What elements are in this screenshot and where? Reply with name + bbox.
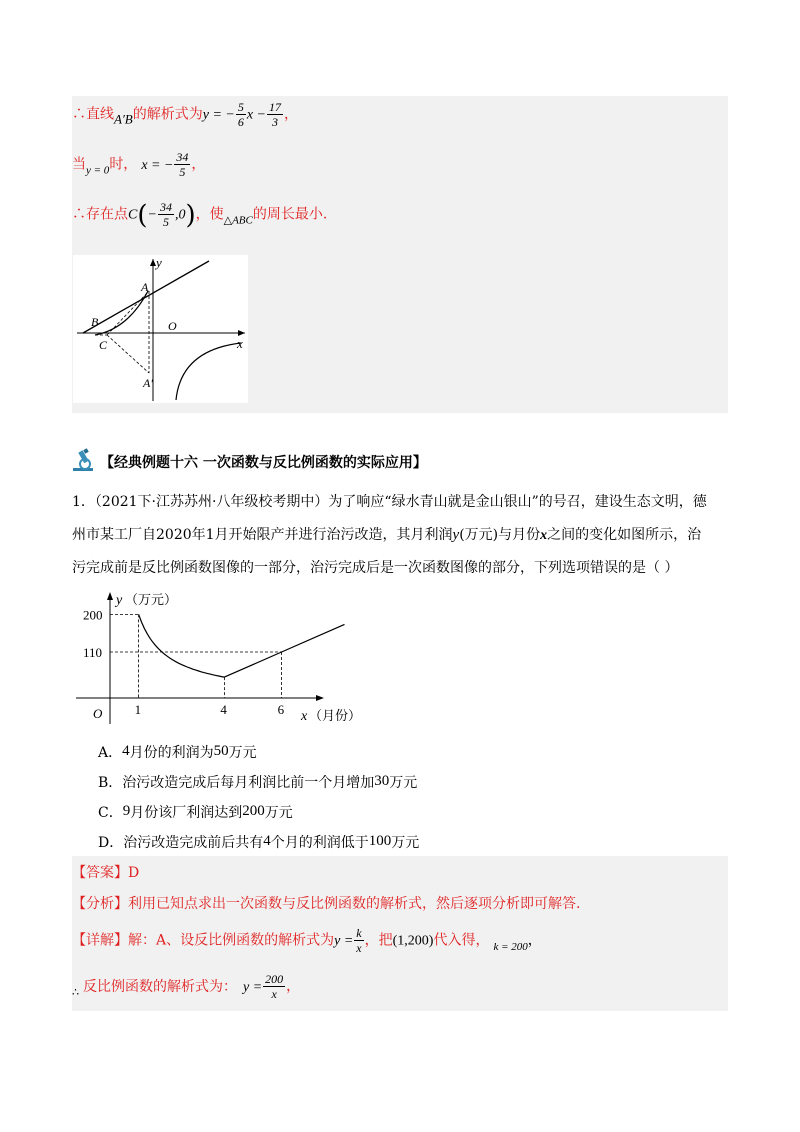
- figure-background: [73, 255, 248, 403]
- series-inverse-curve: [139, 614, 225, 677]
- question-line-3: 污完成前是反比例函数图像的一部分，治污完成后是一次函数图像的部分，下列选项错误的是（ ）: [72, 560, 679, 576]
- series-linear-line: [224, 624, 344, 677]
- option-a[interactable]: A．4月份的利润为50万元: [98, 743, 257, 761]
- solution-line-3: ∴存在点C(− $\frac{34}{5}$ ,0)，使$_{\triangle ABC}$的周长最小.: [72, 200, 328, 231]
- chart-x-tick-label: 1: [134, 702, 142, 717]
- chart-origin-label: O: [93, 706, 103, 721]
- analysis-line: 【分析】利用已知点求出一次函数与反比例函数的解析式，然后逐项分析即可解答.: [72, 896, 581, 912]
- chart-y-label: y: [116, 593, 123, 608]
- chart-x-tick-label: 6: [277, 702, 285, 717]
- chart-x-unit: （月份）: [309, 708, 362, 723]
- label-y: y: [156, 255, 162, 270]
- label-A: A: [141, 280, 149, 294]
- detail-line-1: 【详解】解：A、设反比例函数的解析式为y = $\frac{k}{x}$ ，把(1,200)代入得， $_{k = 200}$，: [72, 926, 542, 955]
- profit-chart: [72, 588, 372, 728]
- option-b[interactable]: B．治污改造完成后每月利润比前一个月增加30万元: [98, 773, 418, 791]
- option-c[interactable]: C．9月份该厂利润达到200万元: [98, 803, 293, 821]
- chart-x-label: x: [301, 709, 308, 724]
- chart-y-axis-arrow: [107, 592, 113, 600]
- chart-x-tick-label: 4: [220, 702, 227, 717]
- label-x: x: [237, 336, 243, 351]
- chart-x-axis-arrow: [316, 695, 324, 701]
- label-B: B: [91, 315, 99, 329]
- question-line-2: 州市某工厂自2020年1月开始限产并进行治污改造，其月利润y(万元)与月份x之间的变化如图所示，治: [72, 527, 702, 543]
- option-d[interactable]: D．治污改造完成前后共有4个月的利润低于100万元: [98, 833, 420, 851]
- chart-y-unit: （万元）: [125, 592, 178, 607]
- answer-line: 【答案】D: [72, 865, 140, 881]
- label-C: C: [99, 338, 108, 352]
- chart-y-tick-label: 110: [83, 645, 103, 661]
- solution-line-2: 当$_{y = 0}$时， x = − $\frac{34}{5}$ ，: [72, 150, 206, 179]
- label-A-prime: A′: [143, 376, 153, 390]
- question-text: [72, 486, 728, 585]
- question-line-1: 1．（2021下·江苏苏州·八年级校考期中）为了响应“绿水青山就是金山银山”的号召，建设生态文明，德: [72, 494, 707, 510]
- label-O: O: [168, 319, 177, 333]
- detail-line-2: $_\therefore$ 反比例函数的解析式为： y = $\frac{200}{x}$ ，: [72, 972, 301, 1001]
- geometry-figure: [73, 255, 248, 403]
- solution-line-1: ∴直线A′B的解析式为y = − $\frac{5}{6}$ x − $\frac{17}{3}$ ，: [72, 100, 299, 129]
- chart-y-tick-label: 200: [83, 607, 103, 623]
- microscope-icon: [72, 448, 98, 472]
- section-title: 【经典例题十六 一次函数与反比例函数的实际应用】: [100, 455, 427, 471]
